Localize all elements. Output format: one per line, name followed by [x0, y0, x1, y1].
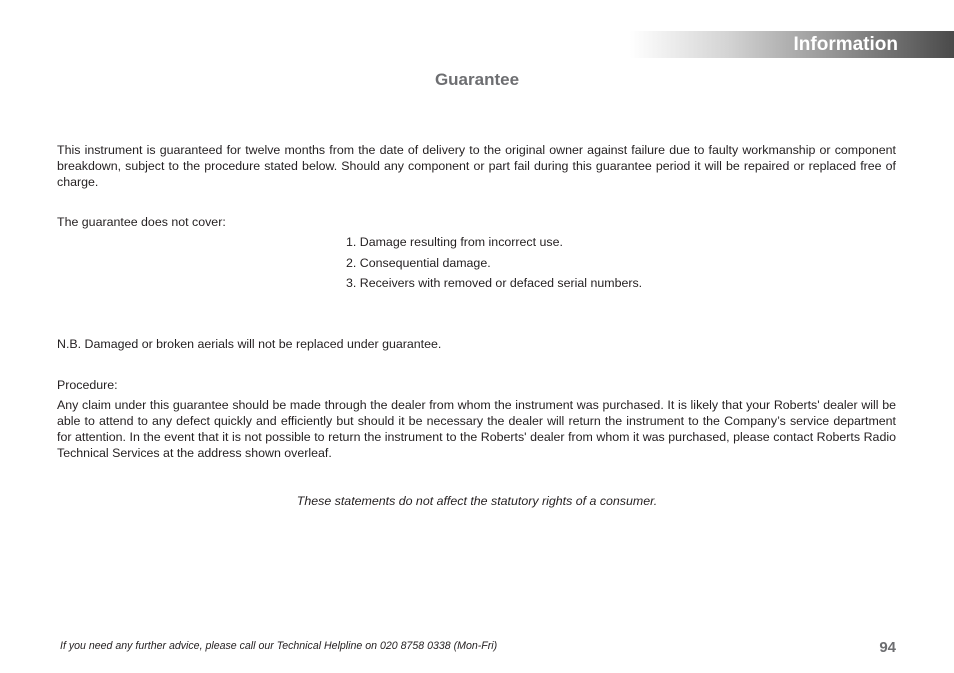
procedure-heading: Procedure: [57, 378, 118, 392]
intro-paragraph: This instrument is guaranteed for twelve months from the date of delivery to the original owner against failure due to faulty workmanship or component breakdown, subject to the procedure stated below. Should any component or part fail during this guarantee period it will be repaired or replaced free of charge. [57, 143, 896, 189]
section-title: Information [793, 34, 898, 55]
exclusion-item: 3. Receivers with removed or defaced serial numbers. [346, 276, 643, 290]
section-header-bar [630, 31, 954, 58]
exclusion-item: 1. Damage resulting from incorrect use. [346, 235, 563, 249]
exclusions-list [346, 234, 642, 296]
exclusions-heading: The guarantee does not cover: [57, 215, 226, 229]
page-number: 94 [879, 639, 896, 656]
helpline-footer: If you need any further advice, please call our Technical Helpline on 020 8758 0338 (Mon-Fri) [60, 640, 498, 652]
statutory-note: These statements do not affect the statutory rights of a consumer. [296, 494, 658, 508]
page-title: Guarantee [434, 70, 520, 89]
aerials-note: N.B. Damaged or broken aerials will not be replaced under guarantee. [57, 337, 442, 351]
procedure-paragraph: Any claim under this guarantee should be made through the dealer from whom the instrument was purchased. It is likely that your Roberts' dealer will be able to attend to any defect quickly and efficiently but should it be necessary the dealer will return the instrument to the Company’s service department for attention. In the event that it is not possible to return the instrument to the Roberts' dealer from whom it was purchased, please contact Roberts Radio Technical Services at the address shown overleaf. [57, 398, 896, 460]
exclusion-item: 2. Consequential damage. [346, 255, 491, 270]
